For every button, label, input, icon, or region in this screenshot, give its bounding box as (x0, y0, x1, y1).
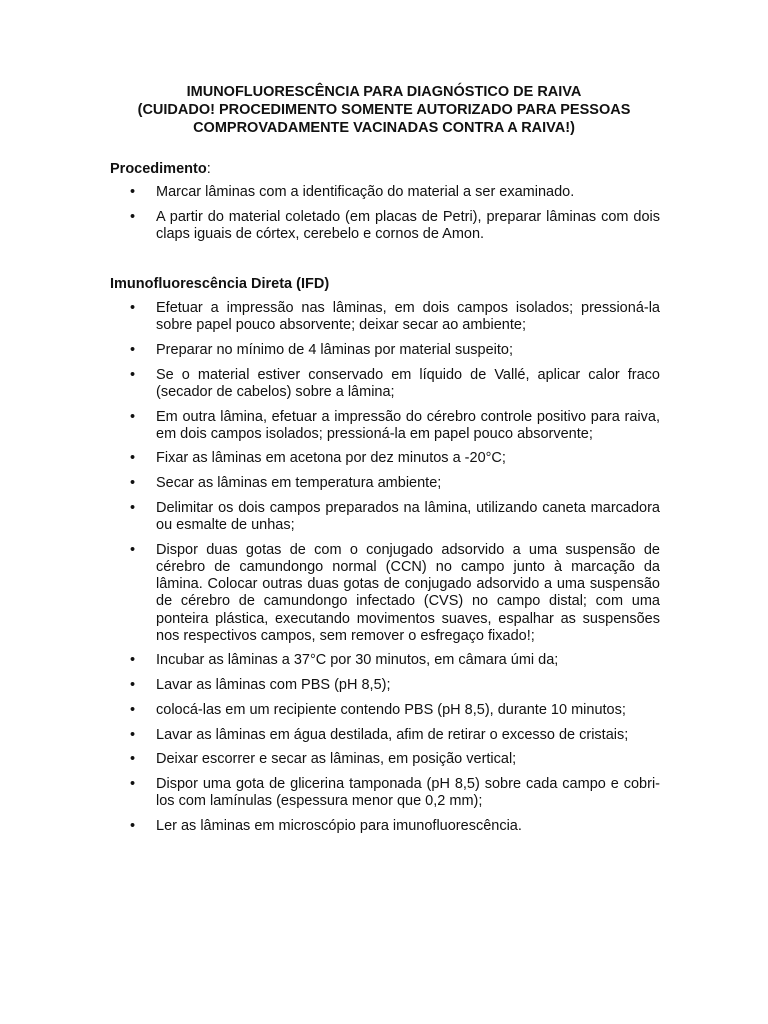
procedure-list (110, 184, 660, 251)
list-item (110, 776, 660, 810)
title-line-2: (CUIDADO! PROCEDIMENTO SOMENTE AUTORIZADO PARA PESSOAS (137, 102, 631, 118)
list-item-text: Se o material estiver conservado em líquido de Vallé, aplicar calor fraco (secador de cabelos) sobre a lâmina; (156, 366, 660, 400)
list-item-text: Marcar lâminas com a identificação do material a ser examinado. (156, 184, 575, 200)
section-heading-colon: : (206, 161, 211, 177)
title-line-1: IMUNOFLUORESCÊNCIA PARA DIAGNÓSTICO DE RAIVA (186, 84, 582, 100)
list-item-text: Dispor duas gotas de com o conjugado adsorvido a uma suspensão de cérebro de camundongo normal (CCN) no campo junto à marcação da lâmina. Colocar outras duas gotas de conjugado adsorvido a uma suspensão de cérebro de camundongo infectado (CVS) no campo distal; com uma ponteira plástica, executando movimentos suaves, espalhar as suspensões nos respectivos campos, sem remover o esfregaço fixado!; (156, 541, 660, 644)
list-item (110, 184, 660, 201)
bullet-icon: • (130, 701, 136, 718)
bullet-icon: • (130, 726, 136, 743)
list-item-text: Lavar as lâminas com PBS (pH 8,5); (156, 677, 391, 694)
list-item (110, 367, 660, 401)
list-item (110, 450, 660, 467)
bullet-icon: • (130, 817, 136, 834)
list-item (110, 751, 660, 768)
list-item-text: Lavar as lâminas em água destilada, afim de retirar o excesso de cristais; (156, 726, 629, 743)
list-item-text: Preparar no mínimo de 4 lâminas por material suspeito; (156, 341, 514, 358)
list-item (110, 409, 660, 443)
list-item-text: Secar as lâminas em temperatura ambiente; (156, 475, 442, 492)
bullet-icon: • (130, 208, 136, 225)
list-item (110, 727, 660, 744)
list-item (110, 300, 660, 334)
list-item-text: Delimitar os dois campos preparados na lâmina, utilizando caneta marcadora ou esmalte de unhas; (156, 499, 660, 534)
list-item-text: colocá-las em um recipiente contendo PBS (pH 8,5), durante 10 minutos; (156, 701, 626, 718)
bullet-icon: • (130, 450, 136, 467)
section-heading-procedimento (110, 160, 211, 178)
section-heading-text: Procedimento (110, 161, 207, 177)
bullet-icon: • (130, 408, 136, 425)
bullet-icon: • (130, 751, 136, 768)
bullet-icon: • (130, 677, 136, 694)
document-title (0, 83, 768, 137)
bullet-icon: • (130, 366, 136, 383)
bullet-icon: • (130, 541, 136, 558)
list-item-text: Incubar as lâminas a 37°C por 30 minutos, em câmara úmi da; (156, 652, 559, 669)
title-line-3: COMPROVADAMENTE VACINADAS CONTRA A RAIVA!) (193, 120, 575, 136)
list-item-text: Em outra lâmina, efetuar a impressão do cérebro controle positivo para raiva, em dois campos isolados; pressioná-la em papel pouco absorvente; (156, 408, 660, 442)
list-item-text: Deixar escorrer e secar as lâminas, em posição vertical; (156, 751, 517, 768)
bullet-icon: • (130, 652, 136, 669)
list-item-text: Dispor uma gota de glicerina tamponada (pH 8,5) sobre cada campo e cobri-los com lamínulas (espessura menor que 0,2 mm); (156, 775, 660, 810)
ifd-steps-list (110, 300, 660, 843)
list-item (110, 542, 660, 645)
bullet-icon: • (130, 499, 136, 516)
list-item (110, 500, 660, 534)
bullet-icon: • (130, 184, 136, 200)
section-heading-text: Imunofluorescência Direta (IFD) (110, 276, 330, 292)
list-item (110, 652, 660, 669)
list-item-text: Ler as lâminas em microscópio para imunofluorescência. (156, 817, 522, 834)
list-item-text: A partir do material coletado (em placas de Petri), preparar lâminas com dois claps iguais de córtex, cerebelo e cornos de Amon. (156, 208, 660, 242)
section-heading-ifd (110, 275, 329, 293)
list-item-text: Fixar as lâminas em acetona por dez minutos a -20°C; (156, 450, 506, 467)
list-item (110, 475, 660, 492)
list-item (110, 677, 660, 694)
bullet-icon: • (130, 300, 136, 316)
bullet-icon: • (130, 775, 136, 792)
bullet-icon: • (130, 341, 136, 358)
list-item (110, 342, 660, 359)
list-item (110, 818, 660, 835)
bullet-icon: • (130, 475, 136, 492)
list-item (110, 702, 660, 719)
list-item (110, 209, 660, 243)
list-item-text: Efetuar a impressão nas lâminas, em dois campos isolados; pressioná-la sobre papel pouco absorvente; deixar secar ao ambiente; (156, 300, 660, 334)
